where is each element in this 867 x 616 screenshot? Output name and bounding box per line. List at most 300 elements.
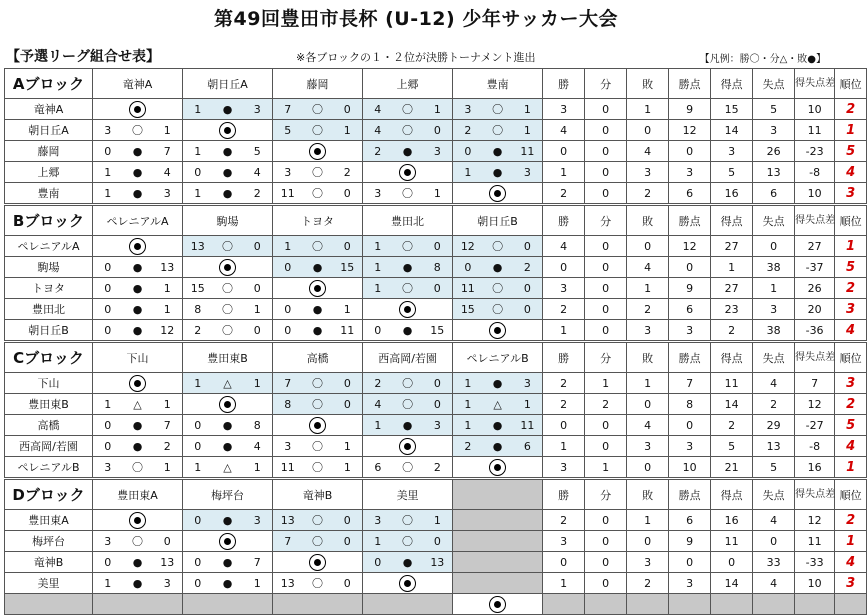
self-match-cell (183, 531, 273, 552)
result-symbol: 〇 (303, 531, 333, 552)
goals-for: 7 (273, 99, 303, 120)
goals-against: 0 (333, 373, 363, 394)
goals-for: 0 (93, 552, 123, 573)
stat-cell: 4 (543, 236, 585, 257)
result-symbol: 〇 (303, 99, 333, 120)
stat-cell: 38 (753, 257, 795, 278)
goals-against: 7 (153, 141, 183, 162)
goals-against: 1 (153, 394, 183, 415)
stat-cell: 23 (711, 299, 753, 320)
rank-cell (835, 141, 867, 162)
self-match-cell (273, 141, 363, 162)
stat-cell: 2 (627, 573, 669, 594)
result-symbol: ● (213, 415, 243, 436)
row-team-name: 高橋 (5, 415, 93, 436)
stat-cell: 3 (753, 120, 795, 141)
stat-cell: -37 (795, 257, 835, 278)
soccer-ball-icon (399, 164, 416, 181)
stat-cell: 1 (543, 162, 585, 183)
stat-cell: 5 (711, 162, 753, 183)
soccer-ball-icon (489, 596, 506, 613)
team-header: 竜神B (273, 480, 363, 510)
stat-cell: 2 (543, 299, 585, 320)
team-header: 美里 (363, 480, 453, 510)
rank-value: 2 (846, 280, 856, 296)
team-header: 豊田東B (183, 343, 273, 373)
goals-for: 1 (183, 99, 213, 120)
result-symbol: ● (393, 141, 423, 162)
result-symbol: ● (123, 552, 153, 573)
stat-cell: 16 (711, 510, 753, 531)
stat-header: 分 (585, 69, 627, 99)
result-symbol: ● (123, 162, 153, 183)
goals-against: 0 (423, 373, 453, 394)
goals-against: 1 (243, 457, 273, 478)
table-row (5, 278, 867, 299)
stat-cell (585, 594, 627, 615)
stat-cell: 14 (711, 573, 753, 594)
stat-cell: 2 (585, 394, 627, 415)
result-symbol: ● (123, 278, 153, 299)
stat-cell: 1 (753, 278, 795, 299)
table-row (5, 257, 867, 278)
stat-header: 勝点 (669, 69, 711, 99)
goals-for: 0 (273, 320, 303, 341)
goals-for: 12 (453, 236, 483, 257)
rank-cell (835, 183, 867, 204)
goals-against: 3 (243, 99, 273, 120)
rank-cell (835, 394, 867, 415)
rank-cell (835, 257, 867, 278)
goals-against: 3 (243, 510, 273, 531)
soccer-ball-icon (219, 396, 236, 413)
goals-against: 13 (153, 257, 183, 278)
stat-cell: 16 (711, 183, 753, 204)
goals-against: 11 (333, 320, 363, 341)
rank-value: 4 (846, 554, 856, 570)
goals-for: 0 (93, 436, 123, 457)
rank-value: 4 (846, 164, 856, 180)
stat-cell: 3 (543, 457, 585, 478)
goals-for: 2 (453, 120, 483, 141)
row-team-name: ペレニアルA (5, 236, 93, 257)
goals-for: 3 (363, 510, 393, 531)
stat-cell (669, 594, 711, 615)
result-symbol: ● (483, 373, 513, 394)
goals-for: 1 (363, 531, 393, 552)
goals-for: 1 (93, 162, 123, 183)
goals-for: 5 (273, 120, 303, 141)
stat-cell: 8 (669, 394, 711, 415)
block-name: Bブロック (5, 206, 93, 236)
team-header: 豊田北 (363, 206, 453, 236)
stat-cell: 11 (711, 373, 753, 394)
goals-against: 0 (333, 510, 363, 531)
stat-header: 敗 (627, 206, 669, 236)
stat-cell: 26 (795, 278, 835, 299)
stat-cell: 5 (753, 457, 795, 478)
stat-cell: 0 (585, 573, 627, 594)
stat-cell: 9 (669, 531, 711, 552)
self-match-cell (453, 457, 543, 478)
stat-cell: 3 (543, 278, 585, 299)
goals-for: 1 (93, 573, 123, 594)
soccer-ball-icon (219, 533, 236, 550)
soccer-ball-icon (309, 554, 326, 571)
table-row (5, 594, 867, 615)
empty-cell (453, 573, 543, 594)
rank-value: 3 (846, 575, 856, 591)
stat-cell: 14 (711, 394, 753, 415)
stat-cell: -36 (795, 320, 835, 341)
goals-for: 0 (93, 299, 123, 320)
goals-for: 1 (453, 415, 483, 436)
stat-header: 失点 (753, 343, 795, 373)
soccer-ball-icon (399, 301, 416, 318)
result-symbol: 〇 (303, 510, 333, 531)
stat-cell: 1 (585, 373, 627, 394)
stat-header: 勝点 (669, 480, 711, 510)
stat-cell: 0 (543, 141, 585, 162)
table-row (5, 162, 867, 183)
stat-cell: 1 (627, 278, 669, 299)
row-team-name: 朝日丘B (5, 320, 93, 341)
advancement-note: ※各ブロックの１・２位が決勝トーナメント進出 (296, 51, 536, 64)
goals-for: 2 (363, 373, 393, 394)
row-team-name: 朝日丘A (5, 120, 93, 141)
stat-cell: 1 (627, 510, 669, 531)
result-symbol: 〇 (393, 278, 423, 299)
rank-value: 4 (846, 438, 856, 454)
goals-against: 2 (423, 457, 453, 478)
goals-for: 7 (273, 373, 303, 394)
goals-against: 13 (153, 552, 183, 573)
result-symbol: 〇 (213, 299, 243, 320)
result-symbol: △ (123, 394, 153, 415)
team-header: 西高岡/若園 (363, 343, 453, 373)
soccer-ball-icon (129, 238, 146, 255)
goals-against: 3 (153, 183, 183, 204)
goals-against: 0 (513, 299, 543, 320)
stat-cell: 0 (669, 552, 711, 573)
goals-against: 1 (153, 299, 183, 320)
row-team-name: 豊田北 (5, 299, 93, 320)
team-header: 竜神A (93, 69, 183, 99)
stat-cell: 10 (795, 99, 835, 120)
self-match-cell (453, 594, 543, 615)
stat-cell: 2 (543, 373, 585, 394)
table-row (5, 236, 867, 257)
goals-for: 4 (363, 394, 393, 415)
row-team-name: 藤岡 (5, 141, 93, 162)
goals-against: 3 (423, 141, 453, 162)
block-name: Cブロック (5, 343, 93, 373)
result-symbol: 〇 (303, 573, 333, 594)
result-symbol: 〇 (393, 394, 423, 415)
stat-cell: 0 (669, 141, 711, 162)
stat-cell: -27 (795, 415, 835, 436)
row-team-name: 上郷 (5, 162, 93, 183)
team-header: 朝日丘B (453, 206, 543, 236)
stat-cell: 15 (711, 99, 753, 120)
soccer-ball-icon (489, 185, 506, 202)
goals-for: 2 (363, 141, 393, 162)
table-row (5, 457, 867, 478)
goals-against: 13 (423, 552, 453, 573)
self-match-cell (363, 573, 453, 594)
block-3 (4, 342, 862, 478)
result-symbol: ● (213, 183, 243, 204)
stat-cell: 2 (627, 183, 669, 204)
rank-value: 3 (846, 301, 856, 317)
stat-cell (795, 594, 835, 615)
goals-for: 0 (183, 573, 213, 594)
stat-cell: 0 (585, 510, 627, 531)
stat-header: 勝 (543, 69, 585, 99)
stat-cell: 0 (585, 552, 627, 573)
row-team-name: 下山 (5, 373, 93, 394)
stat-cell: 2 (711, 415, 753, 436)
goals-against: 0 (243, 278, 273, 299)
self-match-cell (363, 299, 453, 320)
goals-for: 3 (453, 99, 483, 120)
empty-cell (453, 510, 543, 531)
stat-header: 分 (585, 480, 627, 510)
empty-cell (273, 594, 363, 615)
stat-header: 敗 (627, 343, 669, 373)
stat-cell: 0 (585, 531, 627, 552)
self-match-cell (453, 320, 543, 341)
table-row (5, 183, 867, 204)
soccer-ball-icon (309, 280, 326, 297)
result-symbol: 〇 (213, 320, 243, 341)
stat-cell: 9 (669, 99, 711, 120)
self-match-cell (273, 552, 363, 573)
goals-for: 3 (93, 531, 123, 552)
goals-for: 1 (93, 183, 123, 204)
rank-cell (835, 120, 867, 141)
soccer-ball-icon (129, 375, 146, 392)
stat-header: 勝点 (669, 343, 711, 373)
stat-cell: 0 (753, 236, 795, 257)
stat-cell: 21 (711, 457, 753, 478)
stat-cell: 29 (753, 415, 795, 436)
goals-against: 3 (513, 162, 543, 183)
stat-cell: 4 (753, 573, 795, 594)
table-row (5, 415, 867, 436)
rank-value: 2 (846, 396, 856, 412)
stat-cell: 4 (753, 510, 795, 531)
stat-cell: 0 (627, 457, 669, 478)
stat-cell: 0 (585, 320, 627, 341)
goals-for: 2 (183, 320, 213, 341)
goals-against: 0 (423, 531, 453, 552)
stat-cell (711, 594, 753, 615)
empty-cell (93, 594, 183, 615)
goals-for: 0 (273, 257, 303, 278)
result-symbol: ● (213, 162, 243, 183)
stat-cell: 13 (753, 162, 795, 183)
table-row (5, 299, 867, 320)
goals-for: 0 (273, 299, 303, 320)
stat-cell: 0 (627, 236, 669, 257)
stat-header: 敗 (627, 69, 669, 99)
rank-value: 1 (846, 533, 856, 549)
result-symbol: 〇 (483, 99, 513, 120)
goals-against: 1 (333, 457, 363, 478)
stat-cell: 5 (711, 436, 753, 457)
stat-cell (627, 594, 669, 615)
goals-against: 12 (153, 320, 183, 341)
goals-against: 0 (423, 120, 453, 141)
result-symbol: △ (213, 373, 243, 394)
goals-for: 3 (93, 457, 123, 478)
goals-for: 0 (183, 162, 213, 183)
goals-against: 1 (513, 120, 543, 141)
stat-cell: 3 (543, 531, 585, 552)
stat-cell: 13 (753, 436, 795, 457)
goals-against: 1 (333, 120, 363, 141)
stat-cell: 0 (585, 120, 627, 141)
goals-for: 0 (183, 552, 213, 573)
goals-for: 1 (183, 457, 213, 478)
goals-for: 3 (273, 436, 303, 457)
stat-header: 分 (585, 343, 627, 373)
stat-cell: 0 (543, 257, 585, 278)
stat-cell: 3 (627, 552, 669, 573)
rank-cell (835, 436, 867, 457)
stat-cell: 0 (627, 531, 669, 552)
goals-against: 1 (243, 373, 273, 394)
result-symbol: ● (213, 99, 243, 120)
soccer-ball-icon (309, 417, 326, 434)
goals-against: 3 (423, 415, 453, 436)
goals-against: 7 (243, 552, 273, 573)
stat-cell: 2 (543, 510, 585, 531)
goals-against: 2 (513, 257, 543, 278)
stat-cell: 12 (669, 120, 711, 141)
result-symbol: 〇 (303, 120, 333, 141)
goals-for: 0 (183, 510, 213, 531)
stat-cell: 0 (585, 99, 627, 120)
result-symbol: 〇 (393, 510, 423, 531)
stat-cell: 27 (795, 236, 835, 257)
goals-against: 7 (153, 415, 183, 436)
stat-header: 失点 (753, 206, 795, 236)
stat-cell: 4 (753, 373, 795, 394)
goals-against: 1 (243, 299, 273, 320)
stat-header: 得失点差 (795, 343, 835, 373)
team-header: 豊田東A (93, 480, 183, 510)
goals-against: 0 (243, 320, 273, 341)
stat-cell: 0 (669, 415, 711, 436)
league-table (4, 68, 867, 204)
result-symbol: ● (123, 183, 153, 204)
result-symbol: ● (393, 320, 423, 341)
table-row (5, 141, 867, 162)
goals-for: 1 (363, 236, 393, 257)
block-name: Dブロック (5, 480, 93, 510)
stat-cell: 16 (795, 457, 835, 478)
stat-cell: 3 (627, 320, 669, 341)
stat-cell: 3 (753, 299, 795, 320)
stat-cell (753, 594, 795, 615)
goals-for: 0 (453, 257, 483, 278)
result-symbol: 〇 (393, 183, 423, 204)
goals-against: 1 (423, 183, 453, 204)
block-1 (4, 68, 862, 204)
stat-cell: 2 (627, 299, 669, 320)
soccer-ball-icon (489, 322, 506, 339)
goals-for: 1 (363, 257, 393, 278)
stat-cell: 0 (669, 257, 711, 278)
stat-cell: 11 (795, 120, 835, 141)
stat-cell: 12 (795, 394, 835, 415)
stat-cell: 6 (669, 510, 711, 531)
stat-header: 順位 (835, 69, 867, 99)
rank-cell (835, 299, 867, 320)
stat-cell: 0 (585, 278, 627, 299)
table-row (5, 510, 867, 531)
stat-cell: 0 (585, 415, 627, 436)
stat-header: 勝 (543, 480, 585, 510)
result-symbol: ● (213, 552, 243, 573)
team-header: ペレニアルA (93, 206, 183, 236)
goals-for: 1 (363, 278, 393, 299)
goals-against: 2 (153, 436, 183, 457)
soccer-ball-icon (129, 512, 146, 529)
stat-header: 分 (585, 206, 627, 236)
table-row (5, 120, 867, 141)
result-symbol: ● (483, 436, 513, 457)
result-symbol: 〇 (303, 162, 333, 183)
rank-value: 5 (846, 417, 856, 433)
row-team-name: 梅坪台 (5, 531, 93, 552)
section-heading: 【予選リーグ組合せ表】 (6, 49, 160, 65)
result-symbol: 〇 (123, 120, 153, 141)
goals-for: 0 (183, 436, 213, 457)
goals-against: 8 (423, 257, 453, 278)
table-row (5, 320, 867, 341)
result-symbol: ● (123, 573, 153, 594)
stat-cell: 0 (585, 299, 627, 320)
rank-cell (835, 531, 867, 552)
goals-against: 15 (333, 257, 363, 278)
stat-header: 得点 (711, 206, 753, 236)
row-team-name (5, 594, 93, 615)
team-header: 下山 (93, 343, 183, 373)
stat-cell: 0 (711, 552, 753, 573)
team-header: 駒場 (183, 206, 273, 236)
stat-cell: 0 (585, 162, 627, 183)
team-header: トヨタ (273, 206, 363, 236)
self-match-cell (93, 236, 183, 257)
goals-against: 2 (333, 162, 363, 183)
rank-value: 3 (846, 375, 856, 391)
goals-against: 1 (153, 120, 183, 141)
stat-header: 失点 (753, 480, 795, 510)
result-symbol: ● (393, 552, 423, 573)
goals-for: 6 (363, 457, 393, 478)
goals-against: 1 (423, 510, 453, 531)
rank-cell (835, 320, 867, 341)
goals-against: 3 (513, 373, 543, 394)
stat-cell: 0 (585, 257, 627, 278)
table-row (5, 99, 867, 120)
self-match-cell (93, 510, 183, 531)
result-symbol: 〇 (303, 183, 333, 204)
stat-cell: 1 (627, 373, 669, 394)
